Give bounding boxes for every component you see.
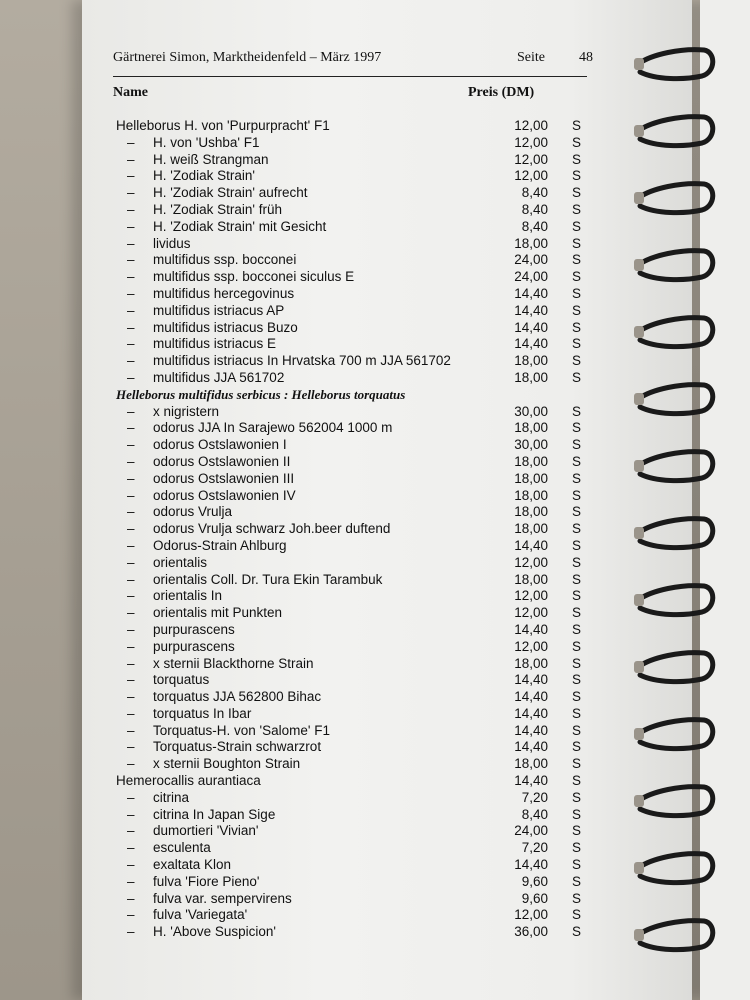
plant-price: 12,00 (514, 554, 548, 570)
entry-dash: – (127, 672, 135, 688)
spiral-coil (634, 653, 713, 682)
plant-name: odorus Ostslawonien IV (153, 487, 296, 503)
plant-code: S (572, 672, 582, 688)
plant-name: H. 'Zodiak Strain' (153, 168, 255, 184)
plant-name: orientalis mit Punkten (153, 605, 283, 621)
plant-name: esculenta (153, 840, 211, 856)
spiral-coil (634, 251, 713, 280)
entry-dash: – (127, 369, 135, 385)
plant-price: 12,00 (514, 638, 548, 654)
entry-dash: – (127, 470, 135, 486)
plant-code: S (572, 319, 582, 335)
plant-code: S (572, 705, 582, 721)
plant-name: torquatus (153, 672, 210, 688)
entry-dash: – (127, 537, 135, 553)
plant-price: 18,00 (514, 235, 548, 251)
entry-dash: – (127, 605, 135, 621)
plant-price: 18,00 (514, 756, 548, 772)
spiral-coil (634, 50, 713, 79)
plant-name: orientalis Coll. Dr. Tura Ekin Tarambuk (153, 571, 383, 587)
plant-code: S (572, 201, 582, 217)
plant-price: 14,40 (514, 319, 548, 335)
spiral-binding (632, 20, 742, 1000)
spiral-coil (634, 854, 713, 883)
plant-code: S (572, 302, 582, 318)
plant-price: 14,40 (514, 537, 548, 553)
entry-dash: – (127, 521, 135, 537)
plant-name: torquatus In Ibar (153, 705, 252, 721)
plant-code: S (572, 487, 582, 503)
column-header-name: Name (113, 85, 148, 100)
plant-code: S (572, 756, 582, 772)
plant-name: multifidus istriacus AP (153, 302, 285, 318)
plant-code: S (572, 437, 582, 453)
entry-dash: – (127, 353, 135, 369)
spiral-coil (634, 720, 713, 749)
plant-name: Helleborus multifidus serbicus : Helleborus torquatus (116, 386, 406, 402)
entry-dash: – (127, 185, 135, 201)
plant-price: 18,00 (514, 521, 548, 537)
entry-dash: – (127, 269, 135, 285)
plant-code: S (572, 285, 582, 301)
plant-name: Hemerocallis aurantiaca (116, 773, 261, 789)
entry-dash: – (127, 403, 135, 419)
entry-dash: – (127, 756, 135, 772)
plant-name: multifidus JJA 561702 (153, 369, 285, 385)
entry-dash: – (127, 504, 135, 520)
entry-dash: – (127, 453, 135, 469)
plant-price: 8,40 (521, 218, 548, 234)
plant-name: purpurascens (153, 638, 235, 654)
plant-name: odorus Ostslawonien III (153, 470, 295, 486)
entry-dash: – (127, 638, 135, 654)
plant-name: H. weiß Strangman (153, 151, 269, 167)
plant-code: S (572, 773, 582, 789)
plant-price: 9,60 (521, 890, 548, 906)
plant-code: S (572, 840, 582, 856)
plant-name: fulva 'Fiore Pieno' (153, 873, 260, 889)
plant-code: S (572, 588, 582, 604)
plant-name: odorus Vrulja schwarz Joh.beer duftend (153, 521, 391, 537)
entry-dash: – (127, 840, 135, 856)
plant-price: 9,60 (521, 873, 548, 889)
plant-name: H. von 'Ushba' F1 (153, 134, 260, 150)
plant-code: S (572, 235, 582, 251)
entry-dash: – (127, 285, 135, 301)
plant-code: S (572, 621, 582, 637)
entry-dash: – (127, 689, 135, 705)
plant-price: 14,40 (514, 336, 548, 352)
plant-price: 8,40 (521, 201, 548, 217)
entry-dash: – (127, 487, 135, 503)
plant-name: multifidus istriacus E (153, 336, 277, 352)
plant-price: 24,00 (514, 252, 548, 268)
plant-name: x nigristern (153, 403, 220, 419)
plant-code: S (572, 420, 582, 436)
plant-name: fulva var. sempervirens (153, 890, 292, 906)
plant-price: 18,00 (514, 470, 548, 486)
plant-code: S (572, 605, 582, 621)
plant-code: S (572, 857, 582, 873)
plant-code: S (572, 118, 582, 133)
entry-dash: – (127, 319, 135, 335)
plant-name: multifidus istriacus Buzo (153, 319, 298, 335)
entry-dash: – (127, 873, 135, 889)
plant-price: 18,00 (514, 571, 548, 587)
plant-name: Helleborus H. von 'Purpurpracht' F1 (116, 118, 330, 133)
plant-code: S (572, 739, 582, 755)
spiral-coil (634, 117, 713, 146)
entry-dash: – (127, 134, 135, 150)
plant-price: 14,40 (514, 689, 548, 705)
plant-price: 14,40 (514, 739, 548, 755)
entry-dash: – (127, 437, 135, 453)
plant-code: S (572, 638, 582, 654)
entry-dash: – (127, 235, 135, 251)
plant-name: H. 'Zodiak Strain' aufrecht (153, 185, 308, 201)
entry-dash: – (127, 554, 135, 570)
plant-name: Torquatus-H. von 'Salome' F1 (153, 722, 330, 738)
plant-code: S (572, 151, 582, 167)
page-header (113, 50, 593, 66)
plant-code: S (572, 336, 582, 352)
plant-price: 14,40 (514, 705, 548, 721)
plant-price: 18,00 (514, 655, 548, 671)
plant-code: S (572, 369, 582, 385)
spiral-coil (634, 184, 713, 213)
entry-dash: – (127, 823, 135, 839)
spiral-coil (634, 787, 713, 816)
plant-code: S (572, 453, 582, 469)
plant-price: 30,00 (514, 437, 548, 453)
nursery-title: Gärtnerei Simon, Marktheidenfeld – März 1997 (113, 50, 382, 65)
column-header-price: Preis (DM) (468, 85, 535, 100)
entry-dash: – (127, 739, 135, 755)
plant-name: H. 'Above Suspicion' (153, 924, 276, 940)
plant-name: exaltata Klon (153, 857, 232, 873)
entry-dash: – (127, 857, 135, 873)
plant-code: S (572, 789, 582, 805)
plant-name: orientalis (153, 554, 208, 570)
plant-name: Torquatus-Strain schwarzrot (153, 739, 322, 755)
plant-price: 12,00 (514, 168, 548, 184)
plant-name: multifidus hercegovinus (153, 285, 295, 301)
entry-dash: – (127, 151, 135, 167)
plant-code: S (572, 689, 582, 705)
plant-code: S (572, 907, 582, 923)
plant-name: x sternii Boughton Strain (153, 756, 301, 772)
page-label: Seite (517, 50, 545, 65)
entry-dash: – (127, 336, 135, 352)
plant-code: S (572, 252, 582, 268)
plant-price: 14,40 (514, 857, 548, 873)
plant-name: odorus Ostslawonien I (153, 437, 287, 453)
header-rule (113, 76, 587, 77)
plant-price: 24,00 (514, 823, 548, 839)
entry-dash: – (127, 302, 135, 318)
plant-price: 14,40 (514, 672, 548, 688)
plant-code: S (572, 554, 582, 570)
plant-price: 18,00 (514, 353, 548, 369)
entry-dash: – (127, 420, 135, 436)
plant-code: S (572, 134, 582, 150)
plant-price: 36,00 (514, 924, 548, 940)
plant-price: 18,00 (514, 487, 548, 503)
entry-dash: – (127, 907, 135, 923)
entry-dash: – (127, 806, 135, 822)
plant-price: 12,00 (514, 151, 548, 167)
plant-name: H. 'Zodiak Strain' früh (153, 201, 282, 217)
plant-code: S (572, 890, 582, 906)
spiral-coil (634, 318, 713, 347)
plant-code: S (572, 806, 582, 822)
plant-name: citrina (153, 789, 190, 805)
spiral-coil (634, 452, 713, 481)
plant-name: multifidus istriacus In Hrvatska 700 m JJA 561702 (153, 353, 451, 369)
plant-name: odorus Ostslawonien II (153, 453, 291, 469)
plant-price: 18,00 (514, 453, 548, 469)
plant-price: 18,00 (514, 420, 548, 436)
entry-dash: – (127, 218, 135, 234)
plant-code: S (572, 185, 582, 201)
plant-price: 14,40 (514, 285, 548, 301)
plant-code: S (572, 722, 582, 738)
plant-code: S (572, 269, 582, 285)
plant-name: multifidus ssp. bocconei siculus E (153, 269, 355, 285)
entry-dash: – (127, 621, 135, 637)
entry-dash: – (127, 722, 135, 738)
entry-dash: – (127, 201, 135, 217)
plant-code: S (572, 470, 582, 486)
plant-code: S (572, 521, 582, 537)
plant-price: 12,00 (514, 588, 548, 604)
plant-price: 12,00 (514, 605, 548, 621)
entry-dash: – (127, 588, 135, 604)
plant-code: S (572, 571, 582, 587)
plant-name: odorus Vrulja (153, 504, 233, 520)
plant-price: 8,40 (521, 806, 548, 822)
spiral-coil (634, 385, 713, 414)
plant-code: S (572, 218, 582, 234)
plant-name: torquatus JJA 562800 Bihac (153, 689, 322, 705)
plant-name: fulva 'Variegata' (153, 907, 248, 923)
entry-dash: – (127, 655, 135, 671)
entry-dash: – (127, 924, 135, 940)
plant-price: 12,00 (514, 134, 548, 150)
plant-name: orientalis In (153, 588, 223, 604)
plant-name: multifidus ssp. bocconei (153, 252, 297, 268)
plant-price: 18,00 (514, 369, 548, 385)
entry-dash: – (127, 252, 135, 268)
plant-price: 7,20 (521, 840, 548, 856)
plant-name: H. 'Zodiak Strain' mit Gesicht (153, 218, 327, 234)
plant-name: lividus (153, 235, 191, 251)
plant-code: S (572, 403, 582, 419)
plant-price: 12,00 (514, 118, 548, 133)
entry-dash: – (127, 168, 135, 184)
plant-code: S (572, 655, 582, 671)
plant-code: S (572, 873, 582, 889)
plant-price: 30,00 (514, 403, 548, 419)
spiral-coil (634, 921, 713, 950)
plant-price: 14,40 (514, 621, 548, 637)
plant-code: S (572, 823, 582, 839)
plant-code: S (572, 537, 582, 553)
plant-code: S (572, 504, 582, 520)
plant-name: x sternii Blackthorne Strain (153, 655, 314, 671)
plant-price: 14,40 (514, 302, 548, 318)
plant-price: 14,40 (514, 722, 548, 738)
plant-price: 18,00 (514, 504, 548, 520)
page-number: 48 (579, 50, 593, 65)
plant-code: S (572, 168, 582, 184)
plant-price: 8,40 (521, 185, 548, 201)
entry-dash: – (127, 571, 135, 587)
entry-dash: – (127, 789, 135, 805)
plant-price: 7,20 (521, 789, 548, 805)
plant-price: 12,00 (514, 907, 548, 923)
entry-dash: – (127, 705, 135, 721)
plant-name: purpurascens (153, 621, 235, 637)
plant-code: S (572, 353, 582, 369)
plant-name: Odorus-Strain Ahlburg (153, 537, 287, 553)
plant-name: odorus JJA In Sarajewo 562004 1000 m (153, 420, 393, 436)
plant-code: S (572, 924, 582, 940)
plant-price: 24,00 (514, 269, 548, 285)
entry-dash: – (127, 890, 135, 906)
plant-name: citrina In Japan Sige (153, 806, 276, 822)
plant-price: 14,40 (514, 773, 548, 789)
spiral-coil (634, 519, 713, 548)
plant-name: dumortieri 'Vivian' (153, 823, 259, 839)
spiral-coil (634, 586, 713, 615)
